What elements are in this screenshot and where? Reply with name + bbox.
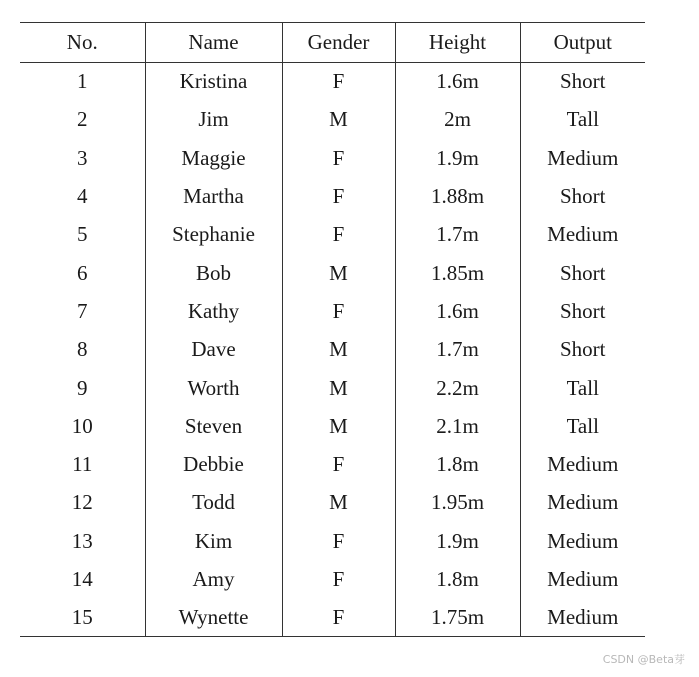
- cell-no: 15: [20, 599, 145, 637]
- cell-no: 6: [20, 254, 145, 292]
- cell-name: Kim: [145, 522, 282, 560]
- cell-no: 13: [20, 522, 145, 560]
- cell-name: Debbie: [145, 445, 282, 483]
- cell-no: 1: [20, 63, 145, 101]
- cell-name: Stephanie: [145, 216, 282, 254]
- table-row: [20, 216, 645, 254]
- cell-gender: F: [282, 139, 395, 177]
- cell-name: Amy: [145, 560, 282, 598]
- cell-output: Tall: [566, 107, 599, 132]
- cell-no: 10: [20, 407, 145, 445]
- cell-height: 1.7m: [395, 216, 520, 254]
- cell-gender: M: [282, 254, 395, 292]
- table-row: [20, 177, 645, 215]
- cell-gender: M: [282, 369, 395, 407]
- cell-height: 1.9m: [395, 139, 520, 177]
- header-height: Height: [395, 23, 520, 63]
- cell-no: 11: [20, 445, 145, 483]
- cell-height: 1.85m: [395, 254, 520, 292]
- table-row: [20, 331, 645, 369]
- cell-name: Steven: [145, 407, 282, 445]
- cell-height: 1.8m: [395, 560, 520, 598]
- cell-no: 4: [20, 177, 145, 215]
- cell-height: 1.9m: [395, 522, 520, 560]
- cell-name: Dave: [145, 331, 282, 369]
- cell-output: Short: [559, 184, 606, 209]
- cell-no: 9: [20, 369, 145, 407]
- cell-name: Todd: [145, 484, 282, 522]
- cell-name: Martha: [145, 177, 282, 215]
- cell-gender: F: [282, 177, 395, 215]
- cell-gender: M: [282, 331, 395, 369]
- watermark: CSDN @Beta芽: [602, 653, 685, 666]
- cell-output: Medium: [547, 222, 619, 247]
- cell-name: Worth: [145, 369, 282, 407]
- cell-output: Tall: [566, 413, 599, 438]
- cell-output: Short: [559, 69, 606, 94]
- cell-gender: F: [282, 292, 395, 330]
- table-row: [20, 522, 645, 560]
- table-body: [20, 63, 645, 637]
- cell-height: 1.75m: [395, 599, 520, 637]
- cell-gender: F: [282, 63, 395, 101]
- header-row: [20, 23, 645, 63]
- cell-output: Short: [559, 337, 606, 362]
- table-row: [20, 445, 645, 483]
- cell-output: Tall: [566, 375, 599, 400]
- cell-no: 8: [20, 331, 145, 369]
- cell-height: 1.6m: [395, 63, 520, 101]
- cell-no: 12: [20, 484, 145, 522]
- cell-output: Short: [559, 260, 606, 285]
- cell-no: 3: [20, 139, 145, 177]
- cell-gender: M: [282, 101, 395, 139]
- cell-output: Medium: [547, 145, 619, 170]
- cell-gender: F: [282, 599, 395, 637]
- table-row: [20, 407, 645, 445]
- cell-output: Medium: [547, 528, 619, 553]
- header-no: No.: [20, 23, 145, 63]
- table-row: [20, 63, 645, 101]
- table-row: [20, 101, 645, 139]
- cell-no: 5: [20, 216, 145, 254]
- table-row: [20, 560, 645, 598]
- cell-gender: M: [282, 407, 395, 445]
- table-row: [20, 292, 645, 330]
- table-row: [20, 484, 645, 522]
- table-row: [20, 139, 645, 177]
- cell-height: 2.2m: [395, 369, 520, 407]
- cell-height: 1.7m: [395, 331, 520, 369]
- cell-name: Bob: [145, 254, 282, 292]
- cell-output: Medium: [547, 452, 619, 477]
- header-output: Output: [553, 30, 612, 54]
- cell-height: 1.8m: [395, 445, 520, 483]
- cell-gender: F: [282, 560, 395, 598]
- cell-name: Jim: [145, 101, 282, 139]
- cell-height: 2.1m: [395, 407, 520, 445]
- cell-name: Kristina: [145, 63, 282, 101]
- cell-gender: M: [282, 484, 395, 522]
- data-table: [20, 22, 645, 637]
- cell-height: 1.95m: [395, 484, 520, 522]
- cell-height: 1.6m: [395, 292, 520, 330]
- cell-gender: F: [282, 522, 395, 560]
- cell-output: Medium: [547, 490, 619, 515]
- cell-output: Medium: [547, 567, 619, 591]
- cell-name: Kathy: [145, 292, 282, 330]
- table-row: [20, 599, 645, 637]
- cell-name: Maggie: [145, 139, 282, 177]
- cell-height: 1.88m: [395, 177, 520, 215]
- cell-name: Wynette: [145, 599, 282, 637]
- cell-no: 7: [20, 292, 145, 330]
- cell-output: Medium: [547, 605, 619, 630]
- cell-height: 2m: [395, 101, 520, 139]
- table-row: [20, 254, 645, 292]
- header-name: Name: [145, 23, 282, 63]
- header-gender: Gender: [282, 23, 395, 63]
- data-table-container: [20, 22, 645, 637]
- table-row: [20, 369, 645, 407]
- cell-no: 14: [20, 560, 145, 598]
- cell-gender: F: [282, 216, 395, 254]
- table-header: [20, 23, 645, 63]
- cell-output: Short: [559, 298, 606, 323]
- cell-gender: F: [282, 445, 395, 483]
- cell-no: 2: [20, 101, 145, 139]
